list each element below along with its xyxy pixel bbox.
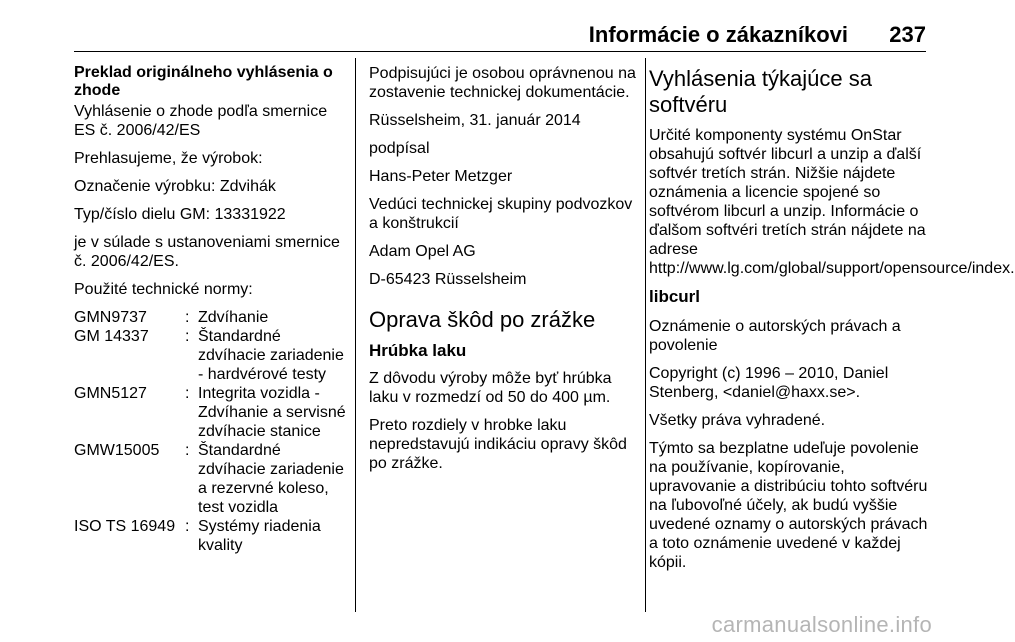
signatory-name: Hans-Peter Metzger	[369, 168, 513, 185]
norm-colon: :	[185, 309, 190, 326]
watermark: carmanualsonline.info	[711, 612, 932, 637]
norm-colon: :	[185, 385, 190, 402]
norm-colon: :	[185, 328, 190, 345]
column-divider-2	[645, 58, 646, 612]
norms-label: Použité technické normy:	[74, 281, 253, 298]
norm-description: Systémy riadenia kvality	[198, 518, 321, 554]
norm-row	[74, 384, 346, 441]
paint-thickness-text: Z dôvodu výroby môže byť hrúbka laku v rozmedzí od 50 do 400 µm.	[369, 370, 612, 406]
norm-colon: :	[185, 518, 190, 535]
signed-by-label: podpísal	[369, 140, 430, 157]
signatory-role: Vedúci technickej skupiny podvozkov a konštrukcií	[369, 196, 633, 232]
norm-description: Štandardné zdvíhacie zariadenie a rezervné koleso, test vozidla	[198, 442, 344, 516]
norm-code: GMN9737	[74, 309, 147, 326]
declaration-intro: Vyhlásenie o zhode podľa smernice ES č. 2006/42/ES	[74, 103, 328, 139]
company-address: D-65423 Rüsselsheim	[369, 271, 527, 288]
norm-row	[74, 308, 346, 327]
norm-description: Integrita vozidla - Zdvíhanie a servisné zdvíhacie stanice	[198, 385, 346, 440]
company-name: Adam Opel AG	[369, 243, 476, 260]
column-3	[649, 64, 1015, 581]
norm-description: Zdvíhanie	[198, 309, 269, 326]
permission-text: Týmto sa bezplatne udeľuje povolenie na používanie, kopírovanie, upravovanie a distribúciu tohto softvéru na ľubovoľné účely, ak budú vyššie uvedené oznamy o autorských právach a toto oznámenie uvedené v každej kópii.	[649, 440, 928, 571]
norm-row	[74, 517, 346, 555]
column-divider-1	[355, 58, 356, 612]
signatory-text: Podpisujúci je osobou oprávnenou na zostavenie technickej dokumentácie.	[369, 65, 636, 101]
declaration-heading: Preklad originálneho vyhlásenia o zhode	[74, 64, 333, 99]
norm-code: ISO TS 16949	[74, 518, 176, 535]
page-number: 237	[889, 22, 926, 47]
column-1	[74, 64, 346, 555]
compliance-statement: je v súlade s ustanoveniami smernice č. 2006/42/ES.	[74, 234, 340, 270]
product-part-number: Typ/číslo dielu GM: 13331922	[74, 206, 286, 223]
header-rule	[74, 51, 926, 52]
declaration-statement: Prehlasujeme, že výrobok:	[74, 150, 263, 167]
rights-reserved: Všetky práva vyhradené.	[649, 412, 826, 429]
page-header	[74, 22, 926, 50]
libcurl-heading: libcurl	[649, 287, 701, 306]
norm-code: GMW15005	[74, 442, 160, 459]
repair-heading: Oprava škôd po zrážke	[369, 307, 596, 332]
copyright-line: Copyright (c) 1996 – 2010, Daniel Stenberg, <daniel@haxx.se>.	[649, 365, 889, 401]
norms-table	[74, 308, 346, 555]
copyright-notice-label: Oznámenie o autorských právach a povolenie	[649, 318, 901, 354]
norm-row	[74, 327, 346, 384]
norm-colon: :	[185, 442, 190, 459]
product-designation: Označenie výrobku: Zdvihák	[74, 178, 276, 195]
norm-description: Štandardné zdvíhacie zariadenie - hardvérové testy	[198, 328, 344, 383]
software-heading: Vyhlásenia týkajúce sa softvéru	[649, 66, 872, 117]
paint-thickness-heading: Hrúbka laku	[369, 341, 467, 360]
place-date: Rüsselsheim, 31. január 2014	[369, 112, 581, 129]
page-title: Informácie o zákazníkovi	[588, 22, 848, 47]
norm-row	[74, 441, 346, 517]
norm-code: GM 14337	[74, 328, 149, 345]
norm-code: GMN5127	[74, 385, 147, 402]
software-intro: Určité komponenty systému OnStar obsahujú softvér libcurl a unzip a ďalší softvér tretích strán. Nižšie nájdete oznámenia a licencie spojené so softvérom libcurl a unzip. Informácie o ďalšom softvéri tretích strán nájdete na adrese http://www.lg.com/global/support/opensource/index.	[649, 127, 1015, 277]
column-2	[369, 64, 637, 482]
paint-thickness-note: Preto rozdiely v hrobke laku nepredstavujú indikáciu opravy škôd po zrážke.	[369, 417, 627, 472]
